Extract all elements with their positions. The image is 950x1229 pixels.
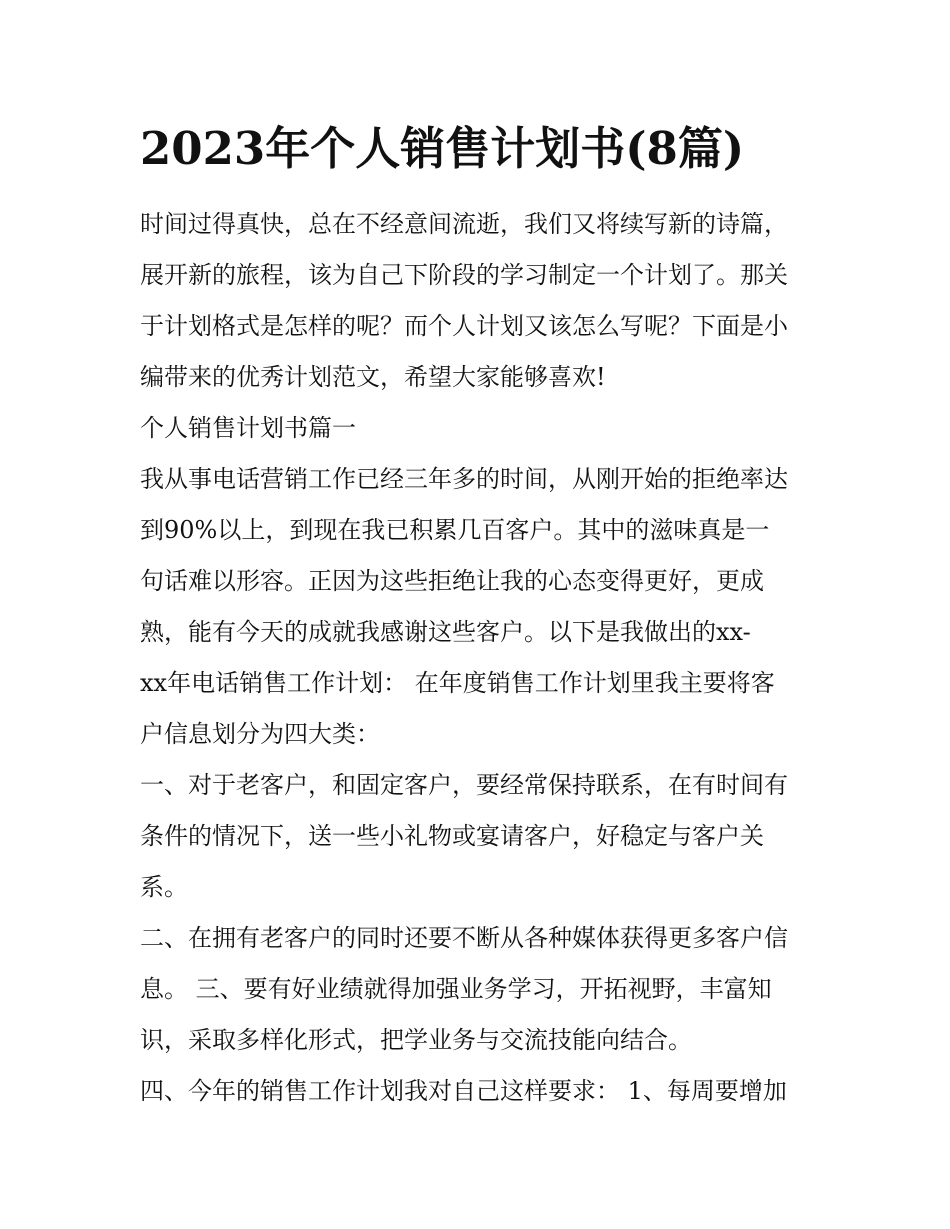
- paragraph-line: 系。: [140, 873, 188, 901]
- paragraph-line: 我从事电话营销工作已经三年多的时间，从刚开始的拒绝率达: [140, 465, 788, 493]
- paragraph-line: 一、对于老客户，和固定客户，要经常保持联系，在有时间有: [140, 771, 788, 799]
- paragraph-line: 条件的情况下，送一些小礼物或宴请客户，好稳定与客户关: [140, 822, 764, 850]
- paragraph-line: 编带来的优秀计划范文，希望大家能够喜欢!: [140, 363, 606, 391]
- paragraph-line: 二、在拥有老客户的同时还要不断从各种媒体获得更多客户信: [140, 924, 788, 952]
- paragraph-line: 时间过得真快，总在不经意间流逝，我们又将续写新的诗篇，: [140, 210, 788, 238]
- paragraph-line: 句话难以形容。正因为这些拒绝让我的心态变得更好，更成: [140, 567, 764, 595]
- paragraph-line: 户信息划分为四大类：: [140, 720, 380, 748]
- document-title: 2023年个人销售计划书(8篇): [140, 122, 745, 175]
- paragraph-line: 到90%以上，到现在我已积累几百客户。其中的滋味真是一: [140, 516, 770, 544]
- paragraph-line: 展开新的旅程，该为自己下阶段的学习制定一个计划了。那关: [140, 261, 788, 289]
- document-body: [140, 199, 810, 1117]
- paragraph-line: 熟，能有今天的成就我感谢这些客户。以下是我做出的xx-: [140, 618, 751, 646]
- paragraph-line: 四、今年的销售工作计划我对自己这样要求： 1、每周要增加: [140, 1077, 787, 1105]
- paragraph-line: xx年电话销售工作计划： 在年度销售工作计划里我主要将客: [140, 669, 775, 697]
- paragraph-line: 识，采取多样化形式，把学业务与交流技能向结合。: [140, 1026, 692, 1054]
- section-heading: 个人销售计划书篇一: [140, 414, 356, 442]
- paragraph-line: 息。 三、要有好业绩就得加强业务学习，开拓视野，丰富知: [140, 975, 772, 1003]
- paragraph-line: 于计划格式是怎样的呢？而个人计划又该怎么写呢？下面是小: [140, 312, 788, 340]
